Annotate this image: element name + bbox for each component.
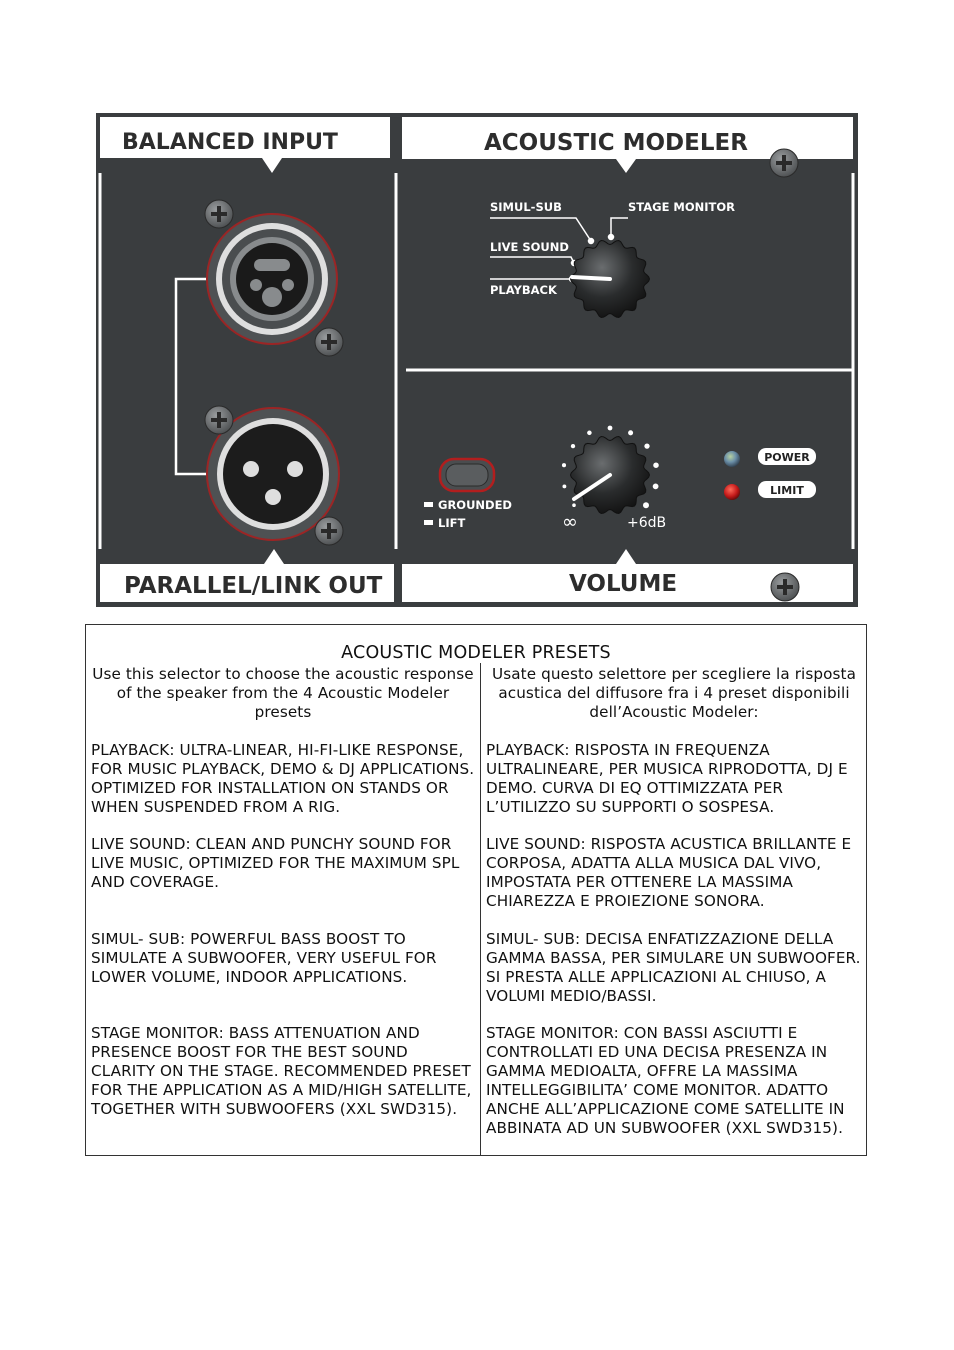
- preset-description: : RISPOSTA IN FREQUENZA ULTRALINEARE, PER MUSICA RIPRODOTTA, DJ E DEMO. CURVA DI EQ OTTIMIZZATA PER L’UTILIZZO SU SUPPORTI O SOSPESA.: [486, 741, 848, 816]
- preset-description: : CON BASSI ASCIUTTI E CONTROLLATI ED UNA DECISA PRESENZA IN GAMMA MEDIOALTA, OFFRE LA MASSIMA INTELLEGGIBILITA’ COME MONITOR. ADATTO ANCHE ALL’APPLICAZIONE COME SATELLITE IN ABBINATA AD UN SUBWOOFER (XXL SWD315).: [486, 1024, 845, 1137]
- preset-name: LIVE SOUND: [91, 835, 186, 853]
- preset-description: : POWERFUL BASS BOOST TO SIMULATE A SUBWOOFER, VERY USEFUL FOR LOWER VOLUME, INDOOR APPLICATIONS.: [91, 930, 437, 986]
- italian-intro: Usate questo selettore per scegliere la risposta acustica del diffusore fra i 4 preset disponibili dell’Acoustic Modeler:: [492, 665, 856, 721]
- panel-background: [96, 113, 858, 607]
- preset-name: PLAYBACK: [91, 741, 170, 759]
- screw-icon: [315, 517, 343, 545]
- power-badge: [758, 448, 816, 465]
- screw-icon: [315, 328, 343, 356]
- volume-scale-dot: [562, 484, 566, 488]
- english-intro: Use this selector to choose the acoustic response of the speaker from the 4 Acoustic Modeler presets: [92, 665, 474, 721]
- limit-led-icon: [724, 484, 740, 500]
- volume-scale-dot: [628, 430, 633, 435]
- screw-icon: [205, 406, 233, 434]
- volume-scale-dot: [644, 443, 649, 448]
- selector-label-playback: PLAYBACK: [490, 283, 557, 297]
- english-preset-stage-monitor: [91, 1024, 475, 1119]
- volume-min-label: ∞: [562, 511, 578, 533]
- english-column: [91, 665, 475, 1155]
- column-divider: [480, 663, 481, 1155]
- limit-label: LIMIT: [770, 484, 804, 497]
- preset-description: : DECISA ENFATIZZAZIONE DELLA GAMMA BASSA, PER SIMULARE UN SUBWOOFER. SI PRESTA ALLE APPLICAZIONI AL CHIUSO, A VOLUMI MEDIO/BASSI.: [486, 930, 861, 1005]
- screw-icon: [771, 573, 799, 601]
- english-preset-simul-sub: [91, 930, 475, 987]
- volume-scale-dot: [587, 431, 592, 436]
- selector-label-live-sound: LIVE SOUND: [490, 240, 569, 254]
- volume-scale-dot: [572, 503, 576, 507]
- volume-scale-dot: [608, 426, 613, 431]
- presets-title: ACOUSTIC MODELER PRESETS: [341, 643, 611, 663]
- preset-description: : CLEAN AND PUNCHY SOUND FOR LIVE MUSIC, OPTIMIZED FOR THE MAXIMUM SPL AND COVERAGE.: [91, 835, 460, 891]
- preset-name: SIMUL- SUB: [486, 930, 576, 948]
- preset-name: STAGE MONITOR: [486, 1024, 614, 1042]
- preset-name: STAGE MONITOR: [91, 1024, 219, 1042]
- preset-description: : BASS ATTENUATION AND PRESENCE BOOST FOR THE BEST SOUND CLARITY ON THE STAGE. RECOMMENDED PRESET FOR THE APPLICATION AS A MID/HIGH SATELLITE, TOGETHER WITH SUBWOOFERS (XXL SWD315).: [91, 1024, 472, 1118]
- acoustic-modeler-label: ACOUSTIC MODELER: [484, 130, 748, 156]
- preset-description: : RISPOSTA ACUSTICA BRILLANTE E CORPOSA, ADATTA ALLA MUSICA DAL VIVO, IMPOSTATA PER OTTENERE LA MASSIMA CHIAREZZA E PROIEZIONE SONORA.: [486, 835, 852, 910]
- volume-scale-dot: [643, 502, 649, 508]
- screw-icon: [770, 149, 798, 177]
- grounded-label: GROUNDED: [438, 498, 512, 512]
- italian-preset-stage-monitor: [486, 1024, 862, 1138]
- italian-preset-simul-sub: [486, 930, 862, 1006]
- limit-badge: [758, 481, 816, 498]
- screw-icon: [205, 200, 233, 228]
- volume-label: VOLUME: [569, 571, 678, 597]
- power-led-icon: [724, 451, 740, 467]
- balanced-input-label: BALANCED INPUT: [122, 130, 338, 155]
- english-preset-live-sound: [91, 835, 475, 892]
- english-preset-playback: [91, 741, 475, 817]
- preset-description: : ULTRA-LINEAR, HI-FI-LIKE RESPONSE, FOR MUSIC PLAYBACK, DEMO & DJ APPLICATIONS. OPTIMIZED FOR INSTALLATION ON STANDS OR WHEN SUSPENDED FROM A RIG.: [91, 741, 475, 816]
- combo-input-jack[interactable]: [207, 214, 337, 344]
- lift-label: LIFT: [438, 516, 466, 530]
- rear-panel-figure: [96, 113, 858, 607]
- selector-label-stage-monitor: STAGE MONITOR: [628, 200, 736, 214]
- presets-table: [85, 624, 867, 1156]
- volume-scale-dot: [653, 462, 659, 468]
- italian-preset-live-sound: [486, 835, 862, 911]
- volume-scale-dot: [653, 484, 659, 490]
- preset-name: LIVE SOUND: [486, 835, 581, 853]
- power-label: POWER: [764, 451, 810, 464]
- volume-max-label: +6dB: [627, 515, 667, 531]
- volume-scale-dot: [571, 444, 575, 448]
- preset-name: SIMUL- SUB: [91, 930, 181, 948]
- ground-lift-switch[interactable]: [440, 459, 494, 491]
- selector-label-simul-sub: SIMUL-SUB: [490, 200, 562, 214]
- volume-scale-dot: [562, 463, 566, 467]
- parallel-link-out-label: PARALLEL/LINK OUT: [124, 573, 383, 599]
- italian-preset-playback: [486, 741, 862, 817]
- preset-name: PLAYBACK: [486, 741, 565, 759]
- italian-column: [486, 665, 862, 1155]
